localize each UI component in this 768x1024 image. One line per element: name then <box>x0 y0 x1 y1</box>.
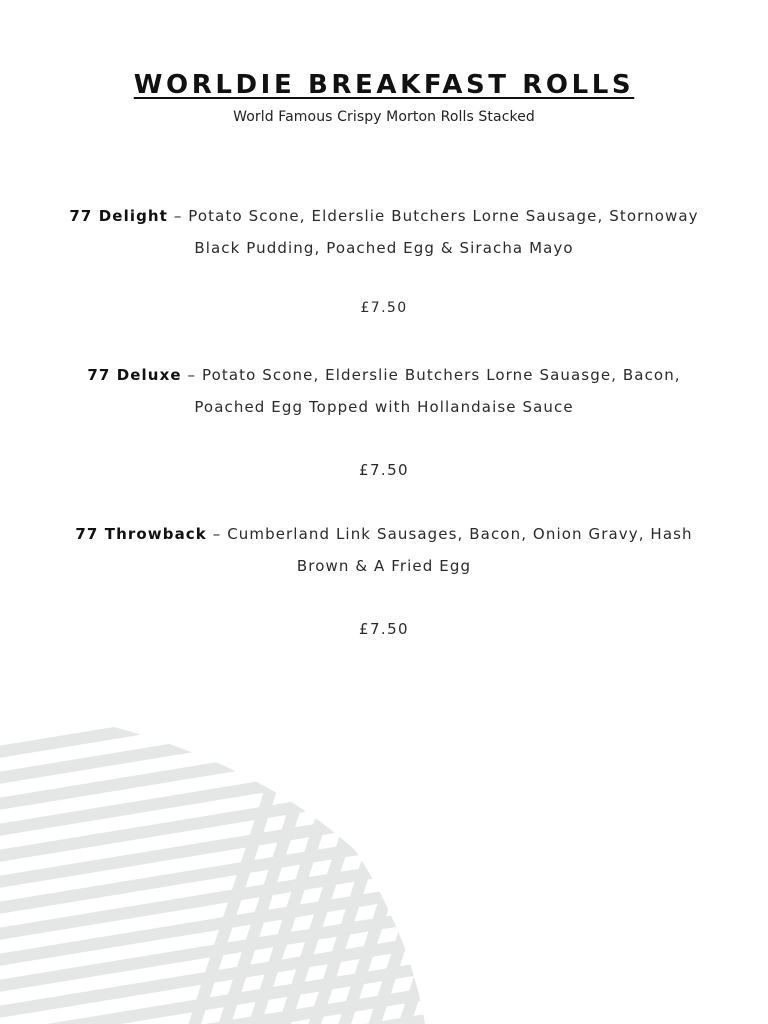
decorative-stripe <box>0 790 560 885</box>
menu-item-77-deluxe <box>30 359 738 479</box>
decorative-stripe <box>0 764 560 859</box>
menu-item-77-delight <box>30 200 738 316</box>
menu-item-separator: – <box>167 207 189 225</box>
menu-item-price: £7.50 <box>359 461 409 479</box>
menu-item-description <box>30 359 738 423</box>
decorative-stripe <box>380 700 510 1024</box>
decorative-stripe <box>170 700 300 1024</box>
decorative-stripe <box>0 816 560 911</box>
decorative-stripe <box>0 894 560 989</box>
decorative-stripe <box>290 700 420 1024</box>
decorative-stripe <box>0 920 560 1015</box>
menu-item-name: 77 Throwback <box>75 525 207 543</box>
decorative-stripe <box>350 700 480 1024</box>
menu-item-separator: – <box>181 366 202 384</box>
menu-item-description <box>30 518 738 582</box>
menu-item-description-line2: Brown & A Fried Egg <box>296 557 472 575</box>
menu-subtitle: World Famous Crispy Morton Rolls Stacked <box>233 109 535 125</box>
menu-title: WORLDIE BREAKFAST ROLLS <box>133 70 635 100</box>
decorative-stripe <box>0 946 560 1024</box>
menu-item-price: £7.50 <box>359 620 409 638</box>
menu-item-description-line1: Cumberland Link Sausages, Bacon, Onion Gravy, Hash <box>227 525 693 543</box>
menu-item-description-line1: Potato Scone, Elderslie Butchers Lorne Sausage, Stornoway <box>188 207 699 225</box>
menu-item-description-line1: Potato Scone, Elderslie Butchers Lorne Sauasge, Bacon, <box>201 366 681 384</box>
decorative-stripe <box>260 700 390 1024</box>
menu-item-separator: – <box>206 525 228 543</box>
decorative-stripe <box>0 660 560 755</box>
decorative-stripe <box>0 972 560 1024</box>
menu-item-price: £7.50 <box>360 300 408 316</box>
decorative-stripe <box>0 842 560 937</box>
menu-item-description <box>30 200 738 264</box>
decorative-stripe <box>0 868 560 963</box>
menu-item-name: 77 Deluxe <box>87 366 182 384</box>
decorative-stripe <box>0 686 560 781</box>
decorative-stripe <box>410 700 540 1024</box>
decorative-stripe <box>200 700 330 1024</box>
decorative-stripe <box>0 998 560 1024</box>
decorative-stripe <box>0 712 560 807</box>
decorative-stripe <box>230 700 360 1024</box>
menu-header <box>0 70 768 125</box>
menu-item-description-line2: Black Pudding, Poached Egg & Siracha Mayo <box>194 239 574 257</box>
menu-item-description-line2: Poached Egg Topped with Hollandaise Sauce <box>194 398 574 416</box>
menu-item-name: 77 Delight <box>69 207 168 225</box>
decorative-stripe <box>0 738 560 833</box>
menu-item-77-throwback <box>30 518 738 638</box>
decorative-stripe <box>320 700 450 1024</box>
